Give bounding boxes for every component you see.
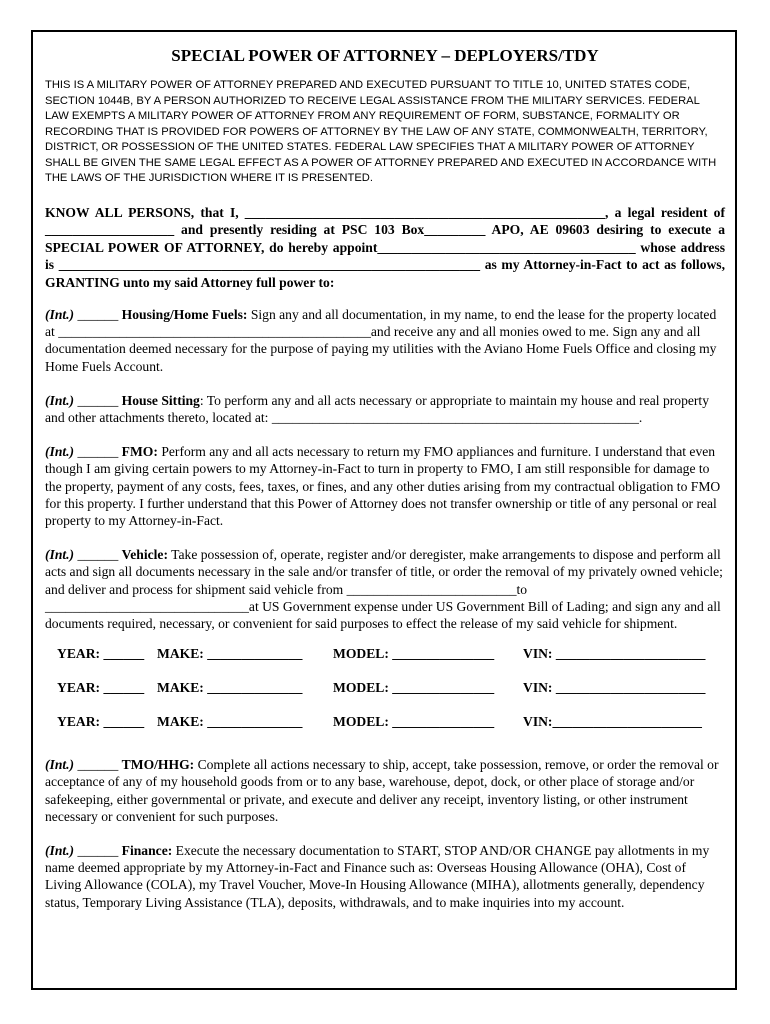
initials-blank[interactable]: ______ bbox=[74, 444, 122, 460]
initials-label: (Int.) bbox=[45, 444, 75, 460]
section-heading: Vehicle: bbox=[121, 547, 168, 563]
initials-blank[interactable]: ______ bbox=[74, 547, 122, 563]
section-heading: House Sitting bbox=[121, 392, 200, 408]
section-fmo bbox=[45, 443, 725, 529]
year-field[interactable]: YEAR: ______ bbox=[57, 646, 145, 662]
initials-blank[interactable]: ______ bbox=[74, 392, 122, 408]
vin-field[interactable]: VIN: ______________________ bbox=[523, 680, 706, 696]
section-heading: TMO/HHG: bbox=[121, 757, 195, 773]
document-title: SPECIAL POWER OF ATTORNEY – DEPLOYERS/TDY bbox=[171, 46, 599, 65]
section-heading: Finance: bbox=[121, 843, 173, 859]
vin-field[interactable]: VIN:______________________ bbox=[523, 714, 702, 730]
make-field[interactable]: MAKE: ______________ bbox=[157, 646, 303, 662]
section-tmo-hhg bbox=[45, 756, 725, 825]
initials-label: (Int.) bbox=[45, 392, 75, 408]
section-text: Sign any and all documentation, in my name, to end the lease for the property located at ______________________________________________and receive any and all monies owed to me. Sign any and all documentation deemed necessary for the purpose of paying my utilities with the Aviano Home Fuels Office and closing my Home Fuels Account. bbox=[45, 307, 717, 374]
vehicle-row bbox=[45, 714, 725, 744]
section-text: : To perform any and all acts necessary or appropriate to maintain my house and real property and other attachments thereto, located at: ______________________________________________________. bbox=[45, 392, 710, 426]
section-housing bbox=[45, 306, 725, 375]
vin-field[interactable]: VIN: ______________________ bbox=[523, 646, 706, 662]
section-finance bbox=[45, 842, 725, 911]
initials-label: (Int.) bbox=[45, 757, 75, 773]
section-heading: FMO: bbox=[121, 444, 158, 460]
initials-label: (Int.) bbox=[45, 843, 75, 859]
vehicle-row bbox=[45, 646, 725, 680]
section-vehicle bbox=[45, 546, 725, 632]
section-text: Perform any and all acts necessary to return my FMO appliances and furniture. I understand that even though I am giving certain powers to my Attorney-in-Fact to turn in property to FMO, I am still responsible for damage to the property, payment of any costs, fees, taxes, or fines, and any other duties arising from my contractual obligation to FMO for this property. I further understand that this Power of Attorney does not transfer ownership or title of any personal or real property to my Attorney-in-Fact. bbox=[45, 444, 721, 529]
model-field[interactable]: MODEL: _______________ bbox=[333, 646, 495, 662]
model-field[interactable]: MODEL: _______________ bbox=[333, 680, 495, 696]
vehicle-row bbox=[45, 680, 725, 714]
make-field[interactable]: MAKE: ______________ bbox=[157, 714, 303, 730]
initials-blank[interactable]: ______ bbox=[74, 757, 122, 773]
section-heading: Housing/Home Fuels: bbox=[121, 307, 248, 322]
year-field[interactable]: YEAR: ______ bbox=[57, 714, 145, 730]
document-body bbox=[45, 46, 725, 928]
initials-blank[interactable]: ______ bbox=[74, 843, 122, 859]
vehicle-details-table bbox=[45, 646, 725, 744]
section-text: Take possession of, operate, register and/or deregister, make arrangements to dispose and perform all acts and sign all documents necessary in the sale and/or transfer of title, or order the removal of my privately owned vehicle; and deliver and process for shipment said vehicle from _________________________to ______________________________at US Government expense under US Government Bill of Lading; and sign any and all documents required, necessary, or convenient for said purposes to effect the release of my said vehicle for shipment. bbox=[45, 547, 723, 632]
initials-label: (Int.) bbox=[45, 547, 75, 563]
make-field[interactable]: MAKE: ______________ bbox=[157, 680, 303, 696]
appointment-clause: KNOW ALL PERSONS, that I, _____________________________________________________, a legal resident of ___________________ and presently residing at PSC 103 Box_________ APO, AE 09603 desiring to execute a SPECIAL POWER OF ATTORNEY, do hereby appoint______________________________________ whose address is ______________________________________________________________ as my Attorney-in-Fact to act as follows, GRANTING unto my said Attorney full power to: bbox=[45, 204, 725, 290]
initials-blank[interactable]: ______ bbox=[74, 307, 122, 322]
preamble-text: THIS IS A MILITARY POWER OF ATTORNEY PREPARED AND EXECUTED PURSUANT TO TITLE 10, UNITED STATES CODE, SECTION 1044B, BY A PERSON AUTHORIZED TO RECEIVE LEGAL ASSISTANCE FROM THE MILITARY SERVICES. FEDERAL LAW EXEMPTS A MILITARY POWER OF ATTORNEY FROM ANY REQUIREMENT OF FORM, SUBSTANCE, FORMALITY OR RECORDING THAT IS PROVIDED FOR POWERS OF ATTORNEY BY THE LAW OF ANY STATE, COMMONWEALTH, TERRITORY, DISTRICT, OR POSSESSION OF THE UNITED STATES. FEDERAL LAW SPECIFIES THAT A MILITARY POWER OF ATTORNEY SHALL BE GIVEN THE SAME LEGAL EFFECT AS A POWER OF ATTORNEY PREPARED AND EXECUTED IN ACCORDANCE WITH THE LAWS OF THE JURISDICTION WHERE IT IS PRESENTED. bbox=[45, 79, 717, 184]
section-text: Execute the necessary documentation to START, STOP AND/OR CHANGE pay allotments in my name deemed appropriate by my Attorney-in-Fact and Finance such as: Overseas Housing Allowance (OHA), Cost of Living Allowance (COLA), my Travel Voucher, Move-In Housing Allowance (MIHA), allotments generally, dependency status, Temporary Living Assistance (TLA), deposits, withdrawals, and to make inquiries into my account. bbox=[45, 843, 710, 910]
section-house-sitting bbox=[45, 392, 725, 426]
year-field[interactable]: YEAR: ______ bbox=[57, 680, 145, 696]
initials-label: (Int.) bbox=[45, 307, 75, 322]
model-field[interactable]: MODEL: _______________ bbox=[333, 714, 495, 730]
section-text: Complete all actions necessary to ship, accept, take possession, remove, or order the removal or acceptance of any of my household goods from or to any base, warehouse, depot, dock, or other place of storage and/or safekeeping, either governmental or private, and execute and deliver any receipt, inventory listing, or other instrument necessary or convenient for such purposes. bbox=[45, 757, 719, 824]
